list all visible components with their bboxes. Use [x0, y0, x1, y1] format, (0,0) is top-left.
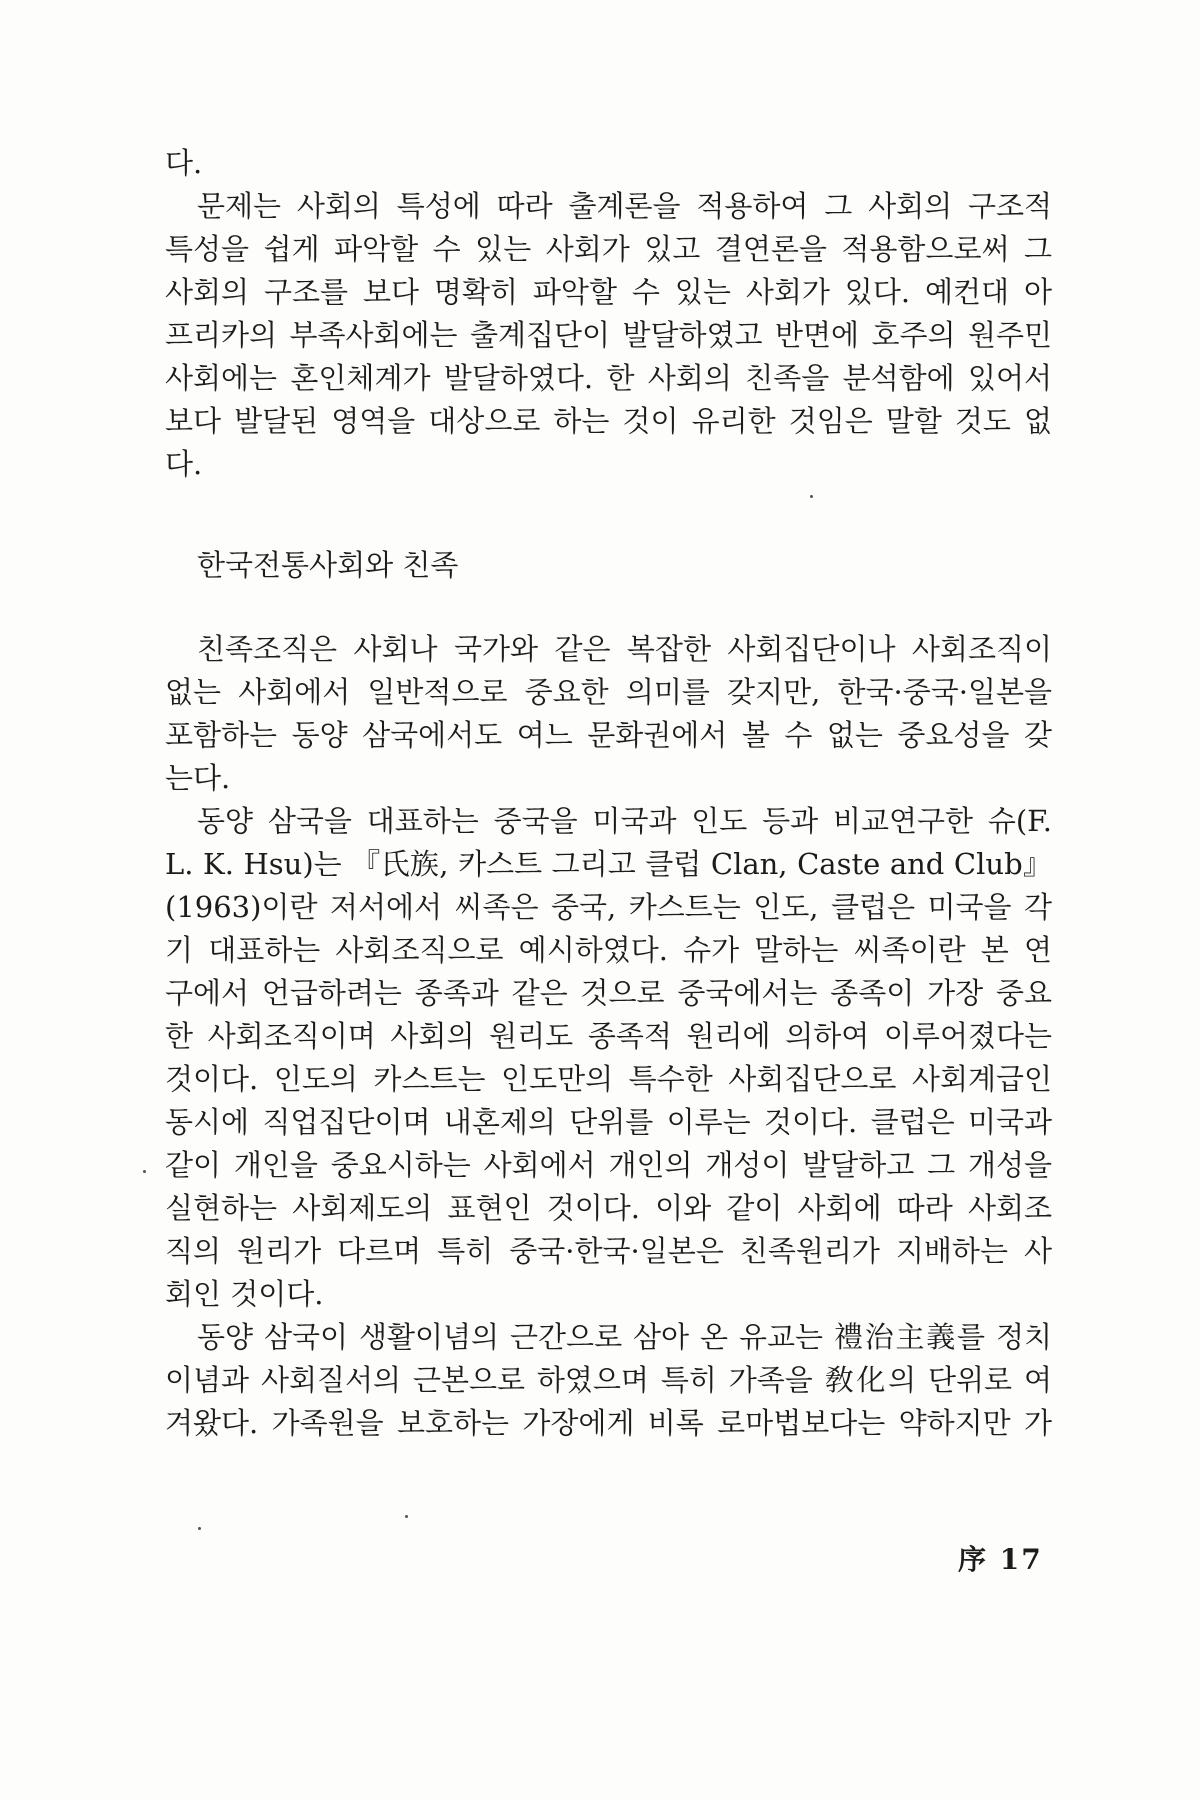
- text-line: 사회의 구조를 보다 명확히 파악할 수 있는 사회가 있다. 예컨대 아: [165, 275, 1052, 309]
- scan-speck: [810, 495, 813, 498]
- text-line: 다.: [165, 146, 203, 180]
- text-line: 동양 삼국이 생활이념의 근간으로 삼아 온 유교는 禮治主義를 정치: [197, 1320, 1052, 1354]
- text-line: 회인 것이다.: [165, 1277, 324, 1311]
- text-line: 사회에는 혼인체계가 발달하였다. 한 사회의 친족을 분석함에 있어서: [165, 361, 1052, 395]
- text-line: L. K. Hsu)는 『氏族, 카스트 그리고 클럽 Clan, Caste and Club』: [165, 847, 1052, 881]
- text-line: (1963)이란 저서에서 씨족은 중국, 카스트는 인도, 클럽은 미국을 각: [165, 890, 1052, 924]
- intro-paragraphs: [165, 142, 1052, 486]
- page-number: 17: [999, 1543, 1043, 1576]
- text-line: 는다.: [165, 761, 231, 795]
- text-line: 같이 개인을 중요시하는 사회에서 개인의 개성이 발달하고 그 개성을: [165, 1148, 1052, 1182]
- text-line: 직의 원리가 다르며 특히 중국·한국·일본은 친족원리가 지배하는 사: [165, 1234, 1052, 1268]
- text-line: 특성을 쉽게 파악할 수 있는 사회가 있고 결연론을 적용함으로써 그: [165, 232, 1052, 266]
- section-heading: 한국전통사회와 친족: [197, 548, 459, 582]
- text-line: 포함하는 동양 삼국에서도 여느 문화권에서 볼 수 없는 중요성을 갖: [165, 718, 1052, 752]
- scan-speck: [143, 1170, 146, 1173]
- text-line: 프리카의 부족사회에는 출계집단이 발달하였고 반면에 호주의 원주민: [165, 318, 1052, 352]
- text-line: 보다 발달된 영역을 대상으로 하는 것이 유리한 것임은 말할 것도 없: [165, 404, 1052, 438]
- section-heading-block: [165, 544, 1052, 587]
- text-line: 다.: [165, 447, 203, 481]
- section-mark: 序: [958, 1543, 989, 1576]
- text-line: 실현하는 사회제도의 표현인 것이다. 이와 같이 사회에 따라 사회조: [165, 1191, 1052, 1225]
- text-line: 겨왔다. 가족원을 보호하는 가장에게 비록 로마법보다는 약하지만 가: [165, 1406, 1052, 1440]
- body-paragraphs: [165, 628, 1052, 1445]
- text-line: 동양 삼국을 대표하는 중국을 미국과 인도 등과 비교연구한 슈(F.: [197, 804, 1052, 838]
- text-line: 동시에 직업집단이며 내혼제의 단위를 이루는 것이다. 클럽은 미국과: [165, 1105, 1052, 1139]
- text-line: 것이다. 인도의 카스트는 인도만의 특수한 사회집단으로 사회계급인: [165, 1062, 1052, 1096]
- text-line: 문제는 사회의 특성에 따라 출계론을 적용하여 그 사회의 구조적: [197, 189, 1052, 223]
- scan-speck: [405, 1515, 408, 1518]
- scan-speck: [198, 1527, 201, 1530]
- text-line: 한 사회조직이며 사회의 원리도 종족적 원리에 의하여 이루어졌다는: [165, 1019, 1052, 1053]
- page-folio: [958, 1538, 1043, 1578]
- text-line: 이념과 사회질서의 근본으로 하였으며 특히 가족을 敎化의 단위로 여: [165, 1363, 1052, 1397]
- text-line: 기 대표하는 사회조직으로 예시하였다. 슈가 말하는 씨족이란 본 연: [165, 933, 1052, 967]
- text-line: 친족조직은 사회나 국가와 같은 복잡한 사회집단이나 사회조직이: [197, 632, 1052, 666]
- text-line: 없는 사회에서 일반적으로 중요한 의미를 갖지만, 한국·중국·일본을: [165, 675, 1052, 709]
- text-line: 구에서 언급하려는 종족과 같은 것으로 중국에서는 종족이 가장 중요: [165, 976, 1052, 1010]
